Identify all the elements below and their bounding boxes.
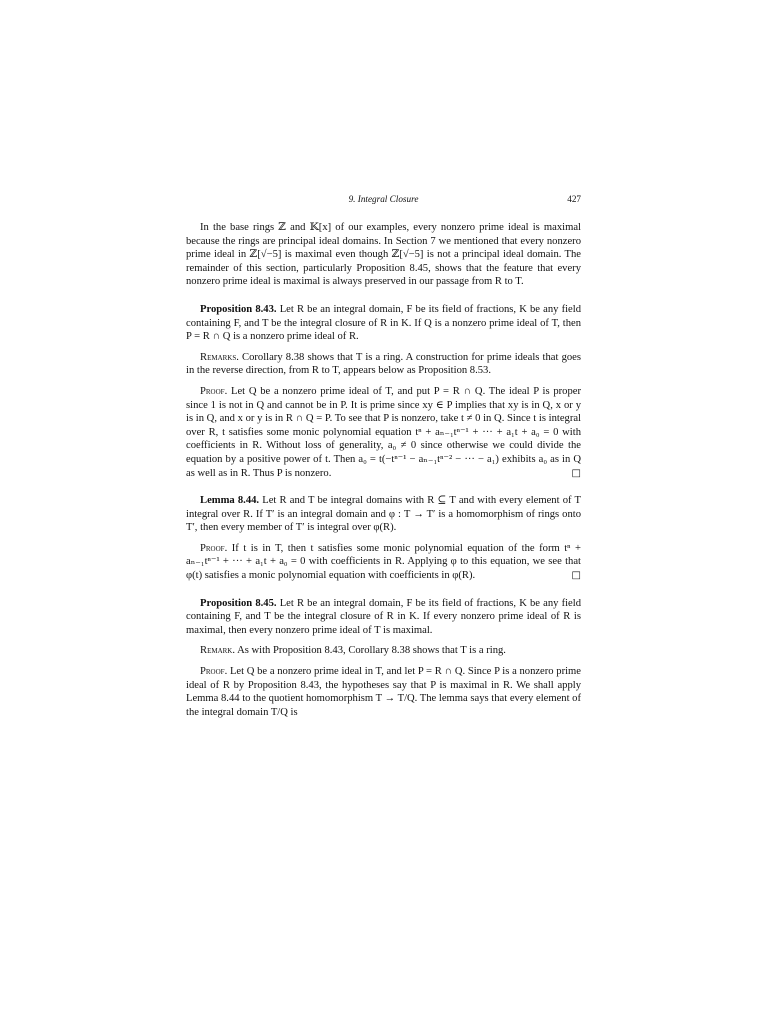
intro-paragraph (186, 221, 581, 289)
proposition-heading: Proposition 8.43. (200, 303, 277, 315)
proposition-8-43 (186, 303, 581, 344)
qed-box-icon: □ (571, 570, 581, 582)
qed-box-icon: □ (571, 467, 581, 479)
document-page (186, 193, 581, 719)
remark-text: As with Proposition 8.43, Corollary 8.38 shows that T is a ring. (237, 645, 506, 657)
proof-8-44 (186, 542, 581, 583)
proof-text: Let Q be a nonzero prime ideal in T, and let P = R ∩ Q. Since P is a nonzero prime ideal of R by Proposition 8.43, the hypotheses say that P is maximal in R. We shall apply Lemma 8.44 to the quotient homomorphism T → T/Q. The lemma says that every element of the integral domain T/Q is (186, 666, 582, 718)
intro-text: In the base rings ℤ and 𝕂[x] of our examples, every nonzero prime ideal is maximal because the rings are principal ideal domains. In Section 7 we mentioned that every nonzero prime ideal in ℤ[√−5] is maximal even though ℤ[√−5] is not a principal ideal domain. The remainder of this section, particularly Proposition 8.45, shows that the feature that every nonzero prime ideal is maximal is always preserved in our passage from R to T. (186, 222, 581, 288)
running-head (186, 193, 581, 207)
proof-8-43 (186, 385, 581, 480)
remarks-8-43 (186, 351, 581, 378)
proof-heading: Proof. (200, 666, 228, 678)
lemma-heading: Lemma 8.44. (200, 495, 260, 507)
proof-text: If t is in T, then t satisfies some monic polynomial equation of the form tⁿ + aₙ₋₁tⁿ⁻¹ + ··· + a₁t + a₀ = 0 with coefficients in R. Applying φ to this equation, we see that φ(t) satisfies a monic polynomial equation with coefficients in φ(R). (186, 542, 581, 582)
proof-heading: Proof. (200, 542, 228, 554)
lemma-8-44 (186, 494, 581, 535)
proposition-8-45 (186, 597, 581, 638)
proposition-text: Let R be an integral domain, F be its field of fractions, K be any field containing F, and T be the integral closure of R in K. If Q is a nonzero prime ideal of T, then P = R ∩ Q is a nonzero prime ideal of R. (186, 303, 581, 343)
section-title: 9. Integral Closure (348, 194, 419, 204)
proof-8-45 (186, 665, 581, 719)
remark-8-45 (186, 644, 581, 658)
lemma-text: Let R and T be integral domains with R ⊆ T and with every element of T integral over R. If T′ is an integral domain and φ : T → T′ is a homomorphism of rings onto T′, then every member of T′ is integral over φ(R). (186, 495, 581, 534)
remark-heading: Remark. (200, 645, 235, 657)
proposition-text: Let R be an integral domain, F be its field of fractions, K be any field containing F, and T be the integral closure of R in K. If every nonzero prime ideal of R is maximal, then every nonzero prime ideal of T is maximal. (186, 597, 581, 636)
proof-heading: Proof. (200, 385, 228, 397)
remarks-heading: Remarks. (200, 351, 239, 363)
proof-text: Let Q be a nonzero prime ideal of T, and put P = R ∩ Q. The ideal P is proper since 1 is not in Q and cannot be in P. It is prime since xy ∈ P implies that xy is in Q, x or y is in Q, and x or y is in R ∩ Q = P. To see that P is nonzero, take t ≠ 0 in Q. Since t is integral over R, t satisfies some monic polynomial equation tⁿ + aₙ₋₁tⁿ⁻¹ + ··· + a₁t + a₀ = 0 with coefficients in R. Without loss of generality, a₀ ≠ 0 since otherwise we could divide the equation by a positive power of t. Then a₀ = t(−tⁿ⁻¹ − aₙ₋₁tⁿ⁻² − ··· − a₁) exhibits a₀ as in Q as well as in R. Thus P is nonzero. (186, 385, 581, 479)
page-number: 427 (567, 194, 581, 204)
proposition-heading: Proposition 8.45. (200, 597, 277, 609)
remarks-text: Corollary 8.38 shows that T is a ring. A construction for prime ideals that goes in the reverse direction, from R to T, appears below as Proposition 8.53. (186, 351, 581, 377)
